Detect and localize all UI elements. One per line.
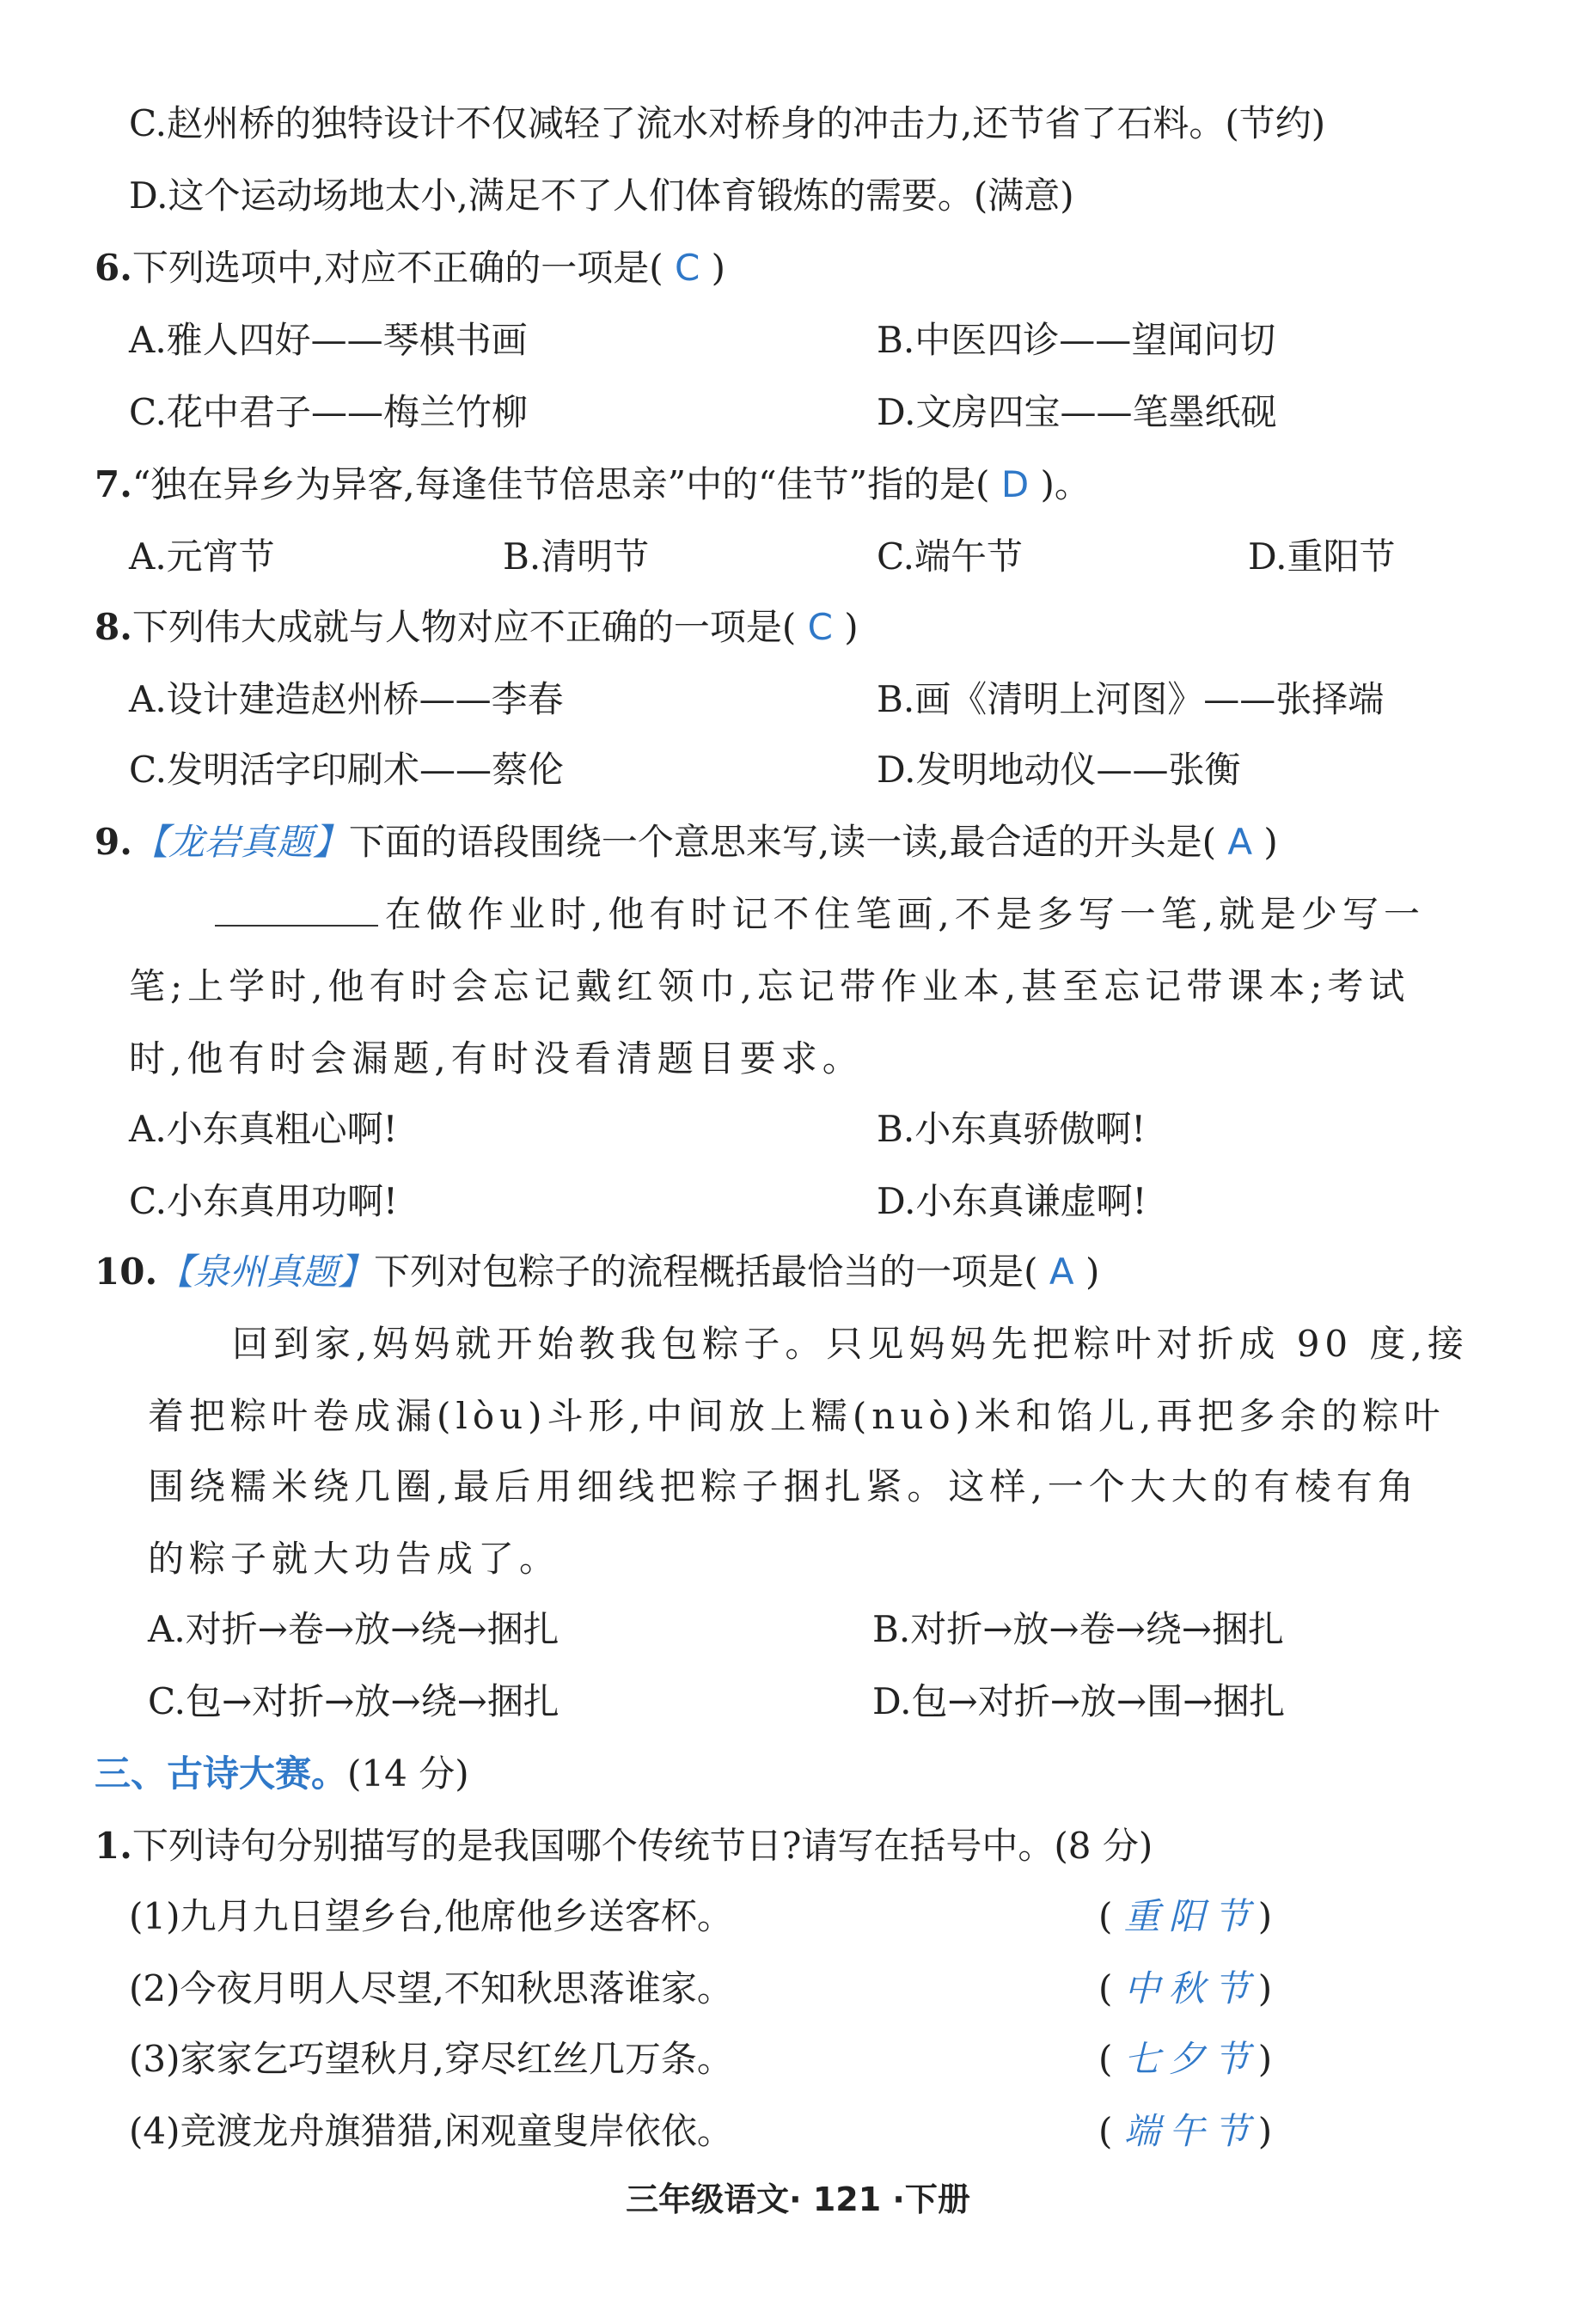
q10-passage-line-4: 的粽子就大功告成了。 [148,1538,561,1580]
q5-option-d: D.这个运动场地太小,满足不了人们体育锻炼的需要。(满意) [129,174,1074,217]
q9-blank [215,894,378,927]
q10-passage-line-3: 围绕糯米绕几圈,最后用细线把粽子捆扎紧。这样,一个大大的有棱有角 [148,1465,1419,1508]
q9-option-d: D.小东真谦虚啊! [877,1180,1147,1222]
q8-option-a: A.设计建造赵州桥——李春 [129,678,564,720]
q8-question [95,603,859,651]
q10-option-b: B.对折→放→卷→绕→捆扎 [872,1608,1284,1650]
q10-source-tag: 【泉州真题】 [157,1251,375,1293]
q8-option-b: B.画《清明上河图》——张择端 [877,678,1385,720]
s3-q1-number: 1. [95,1825,132,1867]
q7-option-a: A.元宵节 [129,535,275,578]
q9-passage-line-2: 笔;上学时,他有时会忘记戴红领巾,忘记带作业本,甚至忘记带课本;考试 [129,965,1410,1007]
q7-number: 7. [95,463,132,505]
q7-option-d: D.重阳节 [1248,535,1396,578]
s3-q1-item-1: (1)九月九日望乡台,他席他乡送客杯。 [129,1895,733,1937]
q8-option-c: C.发明活字印刷术——蔡伦 [129,749,564,791]
q6-option-d: D.文房四宝——笔墨纸砚 [877,391,1277,433]
q7-option-c: C.端午节 [877,535,1023,578]
q10-question [95,1248,1099,1296]
q6-answer: C [674,247,700,289]
q9-source-tag: 【龙岩真题】 [131,821,349,863]
q10-passage-line-2: 着把粽叶卷成漏(lòu)斗形,中间放上糯(nuò)米和馅儿,再把多余的粽叶 [148,1395,1446,1437]
q8-number: 8. [95,606,132,648]
section-3-score: (14 分) [347,1752,469,1795]
section-3-title: 三、古诗大赛。 [95,1752,348,1795]
q10-answer: A [1049,1251,1074,1293]
q7-answer: D [1000,463,1030,505]
q7-question [95,461,1091,509]
s3-q1-item-2: (2)今夜月明人尽望,不知秋思落谁家。 [129,1967,733,2009]
q5-option-c: C.赵州桥的独特设计不仅减轻了流水对桥身的冲击力,还节省了石料。(节约) [129,102,1326,144]
q10-number: 10. [95,1251,158,1293]
page-footer: 三年级语文· 121 ·下册 [626,2180,970,2218]
q10-passage-line-1: 回到家,妈妈就开始教我包粽子。只见妈妈先把粽叶对折成 90 度,接 [232,1323,1469,1365]
q6-stem: 下列选项中,对应不正确的一项是( [131,247,663,289]
q9-passage-line-3: 时,他有时会漏题,有时没看清题目要求。 [129,1037,864,1080]
section-3-heading [95,1750,469,1798]
q6-question [95,244,725,292]
q8-stem: 下列伟大成就与人物对应不正确的一项是( [131,606,797,648]
q6-close: ) [711,247,726,289]
q9-question [95,818,1278,866]
q9-option-b: B.小东真骄傲啊! [877,1108,1147,1150]
q9-passage-line-1: 在做作业时,他有时记不住笔画,不是多写一笔,就是少写一 [215,890,1425,939]
q6-option-c: C.花中君子——梅兰竹柳 [129,391,528,433]
q7-close: )。 [1040,463,1091,505]
q9-answer: A [1227,821,1253,863]
q9-stem: 下面的语段围绕一个意思来写,读一读,最合适的开头是( [348,821,1216,863]
q8-close: ) [844,606,859,648]
q9-option-a: A.小东真粗心啊! [129,1108,398,1150]
q7-option-b: B.清明节 [503,535,650,578]
q10-close: ) [1085,1251,1100,1293]
s3-q1-item-3: (3)家家乞巧望秋月,穿尽红丝几万条。 [129,2038,733,2080]
s3-q1-item-3-answer: ( 七夕节) [1098,2038,1273,2080]
s3-q1-item-4: (4)竞渡龙舟旗猎猎,闲观童叟岸依依。 [129,2110,733,2152]
q10-stem: 下列对包粽子的流程概括最恰当的一项是( [374,1251,1038,1293]
q10-option-c: C.包→对折→放→绕→捆扎 [148,1680,560,1722]
q10-option-a: A.对折→卷→放→绕→捆扎 [148,1608,560,1650]
q9-number: 9. [95,821,132,863]
s3-q1-question [95,1822,1153,1870]
q8-option-d: D.发明地动仪——张衡 [877,749,1241,791]
q8-answer: C [807,606,833,648]
q6-option-a: A.雅人四好——琴棋书画 [129,319,528,361]
q6-option-b: B.中医四诊——望闻问切 [877,319,1276,361]
s3-q1-item-4-answer: ( 端午节) [1098,2110,1273,2152]
q9-option-c: C.小东真用功啊! [129,1180,398,1222]
q9-close: ) [1263,821,1278,863]
q10-option-d: D.包→对折→放→围→捆扎 [872,1680,1286,1722]
s3-q1-item-2-answer: ( 中秋节) [1098,1967,1273,2009]
s3-q1-item-1-answer: ( 重阳节) [1098,1895,1273,1937]
q7-stem: “独在异乡为异客,每逢佳节倍思亲”中的“佳节”指的是( [131,463,990,505]
q6-number: 6. [95,247,132,289]
s3-q1-stem: 下列诗句分别描写的是我国哪个传统节日?请写在括号中。(8 分) [131,1825,1153,1867]
